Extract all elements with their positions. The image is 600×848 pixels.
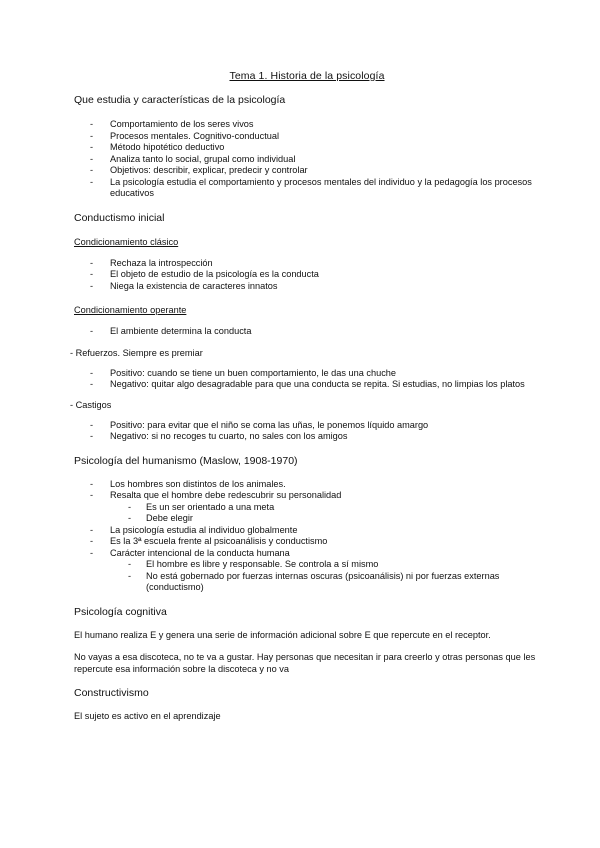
list-refuerzos	[74, 368, 540, 391]
list-item: - La psicología estudia al individuo globalmente	[74, 525, 540, 537]
section-heading-cognitiva: Psicología cognitiva	[74, 605, 167, 618]
sublist-humanismo-2	[74, 559, 540, 594]
list-item: - Procesos mentales. Cognitivo-conductual	[74, 131, 540, 143]
list-humanismo	[74, 479, 540, 502]
list-item: - La psicología estudia el comportamiento y procesos mentales del individuo y la pedagogía los procesos educativos	[74, 177, 540, 200]
list-item: - Comportamiento de los seres vivos	[74, 119, 540, 131]
list-item: - Resalta que el hombre debe redescubrir su personalidad	[74, 490, 540, 502]
list-item: - Los hombres son distintos de los animales.	[74, 479, 540, 491]
paragraph-cognitiva-2: No vayas a esa discoteca, no te va a gustar. Hay personas que necesitan ir para creerlo y otras personas que les repercute esa información sobre la discoteca y no va	[74, 651, 536, 674]
section-heading-psicologia: Que estudia y características de la psicología	[74, 94, 286, 106]
subheading-clasico: Condicionamiento clásico	[74, 236, 179, 247]
list-item: - Es un ser orientado a una meta	[74, 502, 540, 514]
list-item: - Negativo: si no recoges tu cuarto, no sales con los amigos	[74, 431, 540, 443]
paragraph-constructivismo: El sujeto es activo en el aprendizaje	[74, 710, 221, 721]
paragraph-cognitiva-1: El humano realiza E y genera una serie de información adicional sobre E que repercute en el receptor.	[74, 629, 491, 640]
list-item: - Positivo: para evitar que el niño se coma las uñas, le ponemos líquido amargo	[74, 420, 540, 432]
sublist-humanismo-1	[74, 502, 540, 525]
list-caracteristicas	[74, 119, 540, 200]
castigos-label: - Castigos	[70, 399, 112, 410]
list-item: - Negativo: quitar algo desagradable para que una conducta se repita. Si estudias, no limpias los platos	[74, 379, 540, 391]
list-item: - Positivo: cuando se tiene un buen comportamiento, le das una chuche	[74, 368, 540, 380]
list-humanismo-2	[74, 525, 540, 560]
list-item: - Debe elegir	[74, 513, 540, 525]
list-item: - Rechaza la introspección	[74, 258, 540, 270]
list-operante	[74, 326, 540, 338]
subheading-operante: Condicionamiento operante	[74, 305, 187, 315]
list-item: - Es la 3ª escuela frente al psicoanálisis y conductismo	[74, 536, 540, 548]
list-item: - Método hipotético deductivo	[74, 142, 540, 154]
list-item: - El hombre es libre y responsable. Se controla a sí mismo	[74, 559, 540, 571]
list-castigos	[74, 420, 540, 443]
list-item: - Carácter intencional de la conducta humana	[74, 548, 540, 560]
list-item: - Analiza tanto lo social, grupal como individual	[74, 154, 540, 166]
list-clasico	[74, 258, 540, 293]
list-item: - Niega la existencia de caracteres innatos	[74, 281, 540, 293]
page-title: Tema 1. Historia de la psicología	[229, 70, 385, 82]
list-item: - El ambiente determina la conducta	[74, 326, 540, 338]
section-heading-humanismo: Psicología del humanismo (Maslow, 1908-1970)	[74, 454, 298, 467]
list-item: - El objeto de estudio de la psicología es la conducta	[74, 269, 540, 281]
refuerzos-label: - Refuerzos. Siempre es premiar	[70, 347, 203, 358]
section-heading-conductismo: Conductismo inicial	[74, 211, 165, 224]
list-item: - No está gobernado por fuerzas internas oscuras (psicoanálisis) ni por fuerzas externas (conductismo)	[74, 571, 540, 594]
section-heading-constructivismo: Constructivismo	[74, 686, 149, 699]
list-item: - Objetivos: describir, explicar, predecir y controlar	[74, 165, 540, 177]
